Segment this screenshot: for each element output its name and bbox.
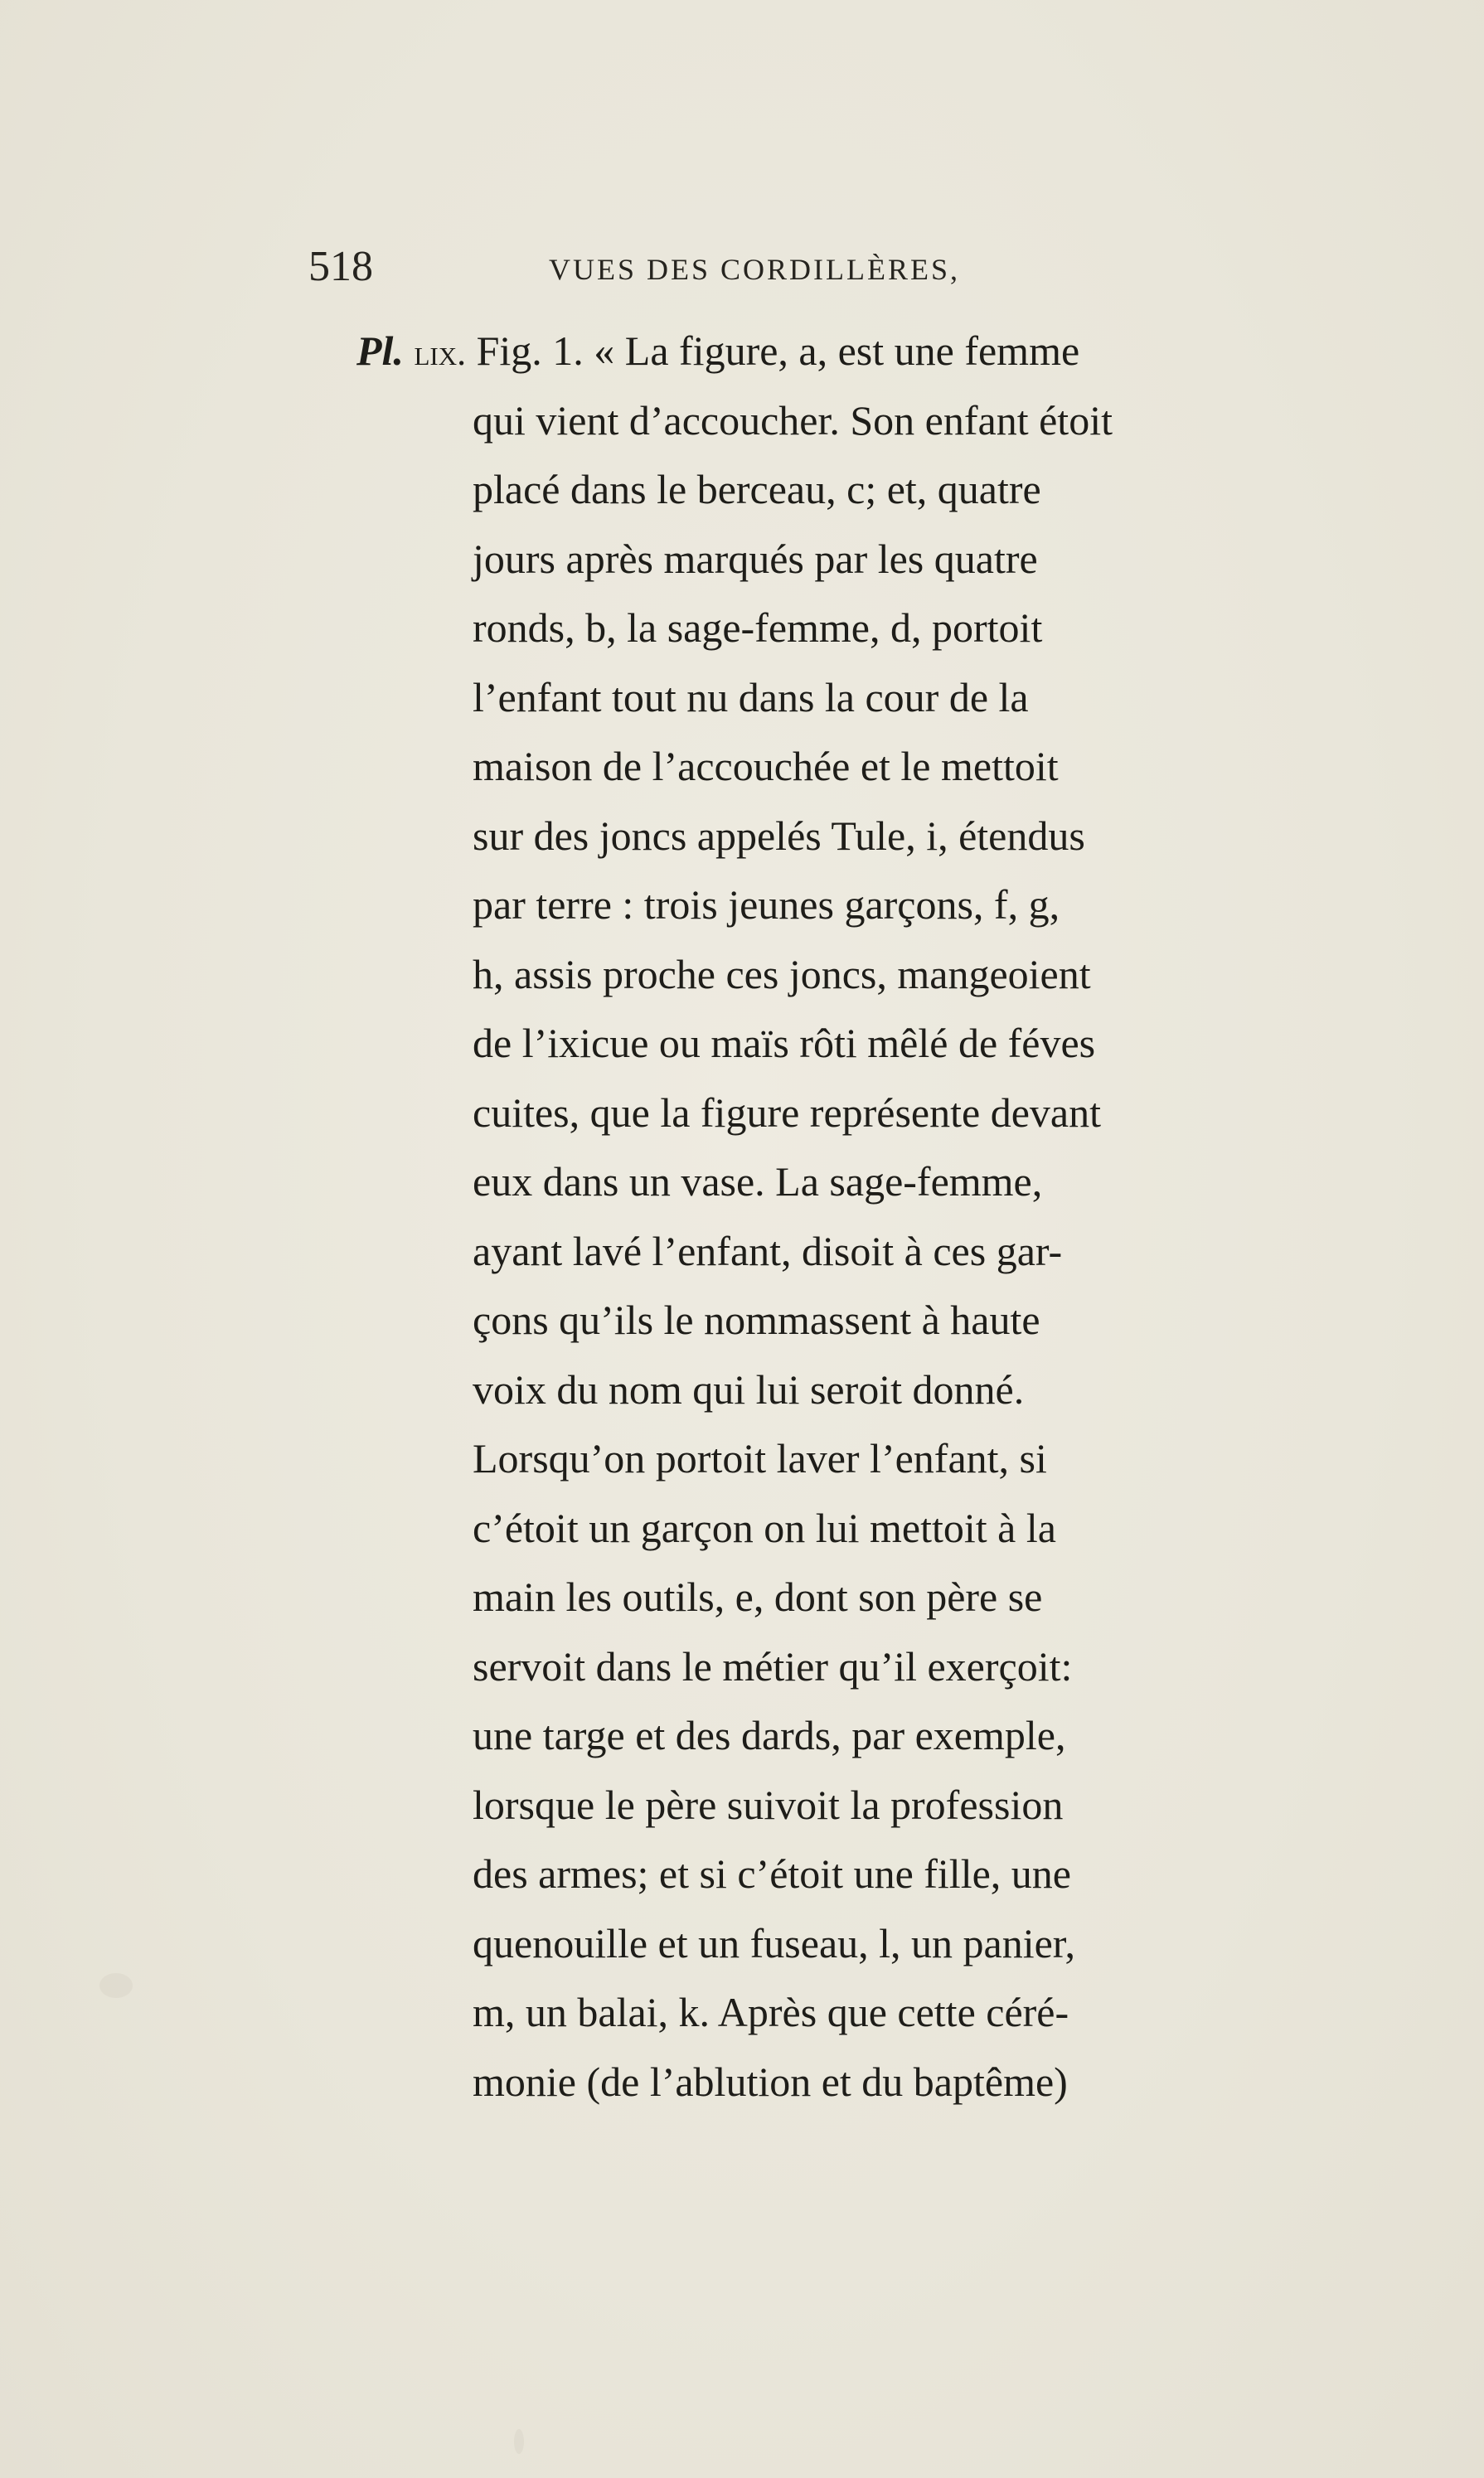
- text-line: h, assis proche ces joncs, mangeoient: [473, 950, 1091, 997]
- text-line: servoit dans le métier qu’il exerçoit:: [473, 1642, 1073, 1690]
- text-line: qui vient d’accoucher. Son enfant étoit: [473, 396, 1113, 444]
- text-line: çons qu’ils le nommassent à haute: [473, 1297, 1040, 1343]
- text-line: monie (de l’ablution et du baptême): [473, 2058, 1068, 2105]
- text-line: quenouille et un fuseau, l, un panier,: [473, 1919, 1075, 1966]
- text-line: main les outils, e, dont son père se: [473, 1574, 1043, 1620]
- page-number: 518: [308, 243, 373, 290]
- text-line: voix du nom qui lui seroit donné.: [473, 1365, 1025, 1413]
- body-text: [356, 317, 1318, 2117]
- text-line: une targe et des dards, par exemple,: [473, 1712, 1066, 1758]
- text-line: eux dans un vase. La sage-femme,: [473, 1158, 1043, 1205]
- page-header: [308, 242, 1104, 300]
- paper-blemish: [514, 2429, 524, 2454]
- text-line: Lorsqu’on portoit laver l’enfant, si: [473, 1435, 1047, 1481]
- text-line: ronds, b, la sage-femme, d, portoit: [473, 604, 1043, 651]
- running-head: VUES DES CORDILLÈRES,: [549, 253, 961, 286]
- text-line: des armes; et si c’étoit une fille, une: [473, 1850, 1071, 1897]
- text-line: maison de l’accouchée et le mettoit: [473, 743, 1059, 789]
- text-line: par terre : trois jeunes garçons, f, g,: [473, 881, 1060, 928]
- text-line: lorsque le père suivoit la profession: [473, 1781, 1064, 1828]
- plate-number: lix.: [414, 332, 467, 373]
- paper-blemish: [99, 1973, 133, 1998]
- text-line: ayant lavé l’enfant, disoit à ces gar-: [473, 1227, 1063, 1274]
- text-line: sur des joncs appelés Tule, i, étendus: [473, 812, 1085, 859]
- text-line: l’enfant tout nu dans la cour de la: [473, 673, 1029, 720]
- text-line: placé dans le berceau, c; et, quatre: [473, 466, 1041, 512]
- text-line: c’étoit un garçon on lui mettoit à la: [473, 1504, 1056, 1551]
- text-line: de l’ixicue ou maïs rôti mêlé de féves: [473, 1020, 1096, 1066]
- text-line: jours après marqués par les quatre: [473, 535, 1038, 582]
- text-line-1: [356, 317, 1318, 386]
- text-line: m, un balai, k. Après que cette céré-: [473, 1989, 1069, 2035]
- figure-caption-start: Fig. 1. « La figure, a, est une femme: [476, 327, 1080, 374]
- text-line: cuites, que la figure représente devant: [473, 1089, 1101, 1136]
- plate-reference: Pl.: [356, 327, 404, 374]
